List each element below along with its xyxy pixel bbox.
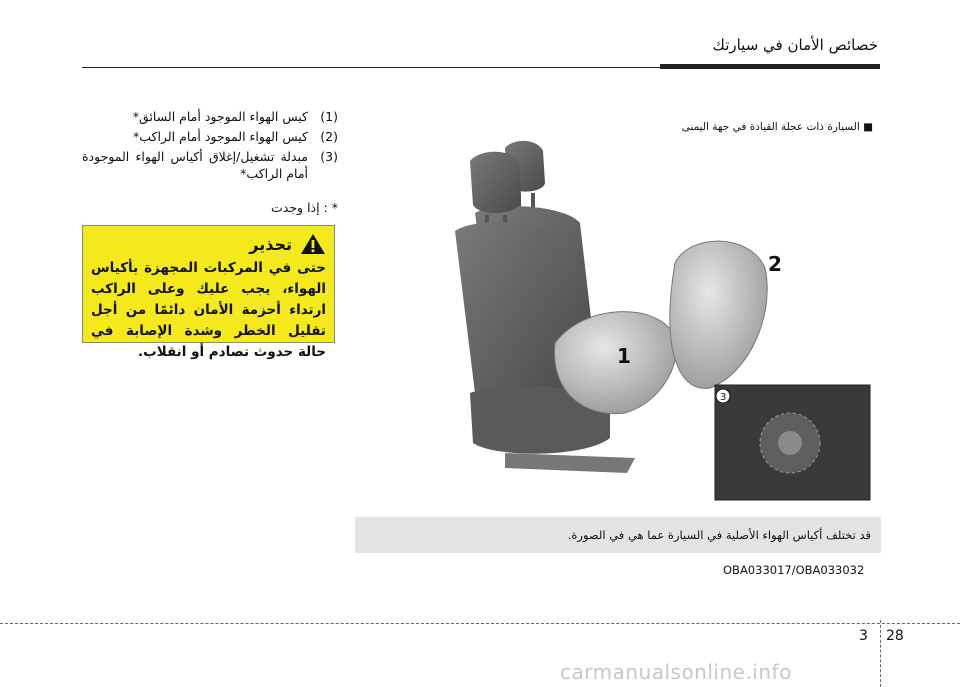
watermark: carmanualsonline.info <box>560 660 792 684</box>
figure-caption-top: ■ السيارة ذات عجلة القيادة في جهة اليمنى <box>681 121 873 133</box>
warning-box <box>82 225 335 360</box>
figure-caption-bottom: قد تختلف أكياس الهواء الأصلية في السيارة عما هي في الصورة. <box>355 516 881 553</box>
airbag-item <box>82 128 338 145</box>
airbag-item-text: كيس الهواء الموجود أمام الراكب* <box>133 129 308 144</box>
airbag-passenger <box>670 241 767 388</box>
warning-title: تحذير <box>249 234 292 254</box>
front-seat <box>455 152 635 473</box>
airbag-list <box>82 108 338 185</box>
footer-divider <box>880 620 881 687</box>
airbag-item-number: (3) <box>320 149 338 164</box>
header-rule-accent <box>660 64 880 69</box>
airbag-item-text: كيس الهواء الموجود أمام السائق* <box>132 109 308 124</box>
warning-triangle-icon <box>300 233 326 255</box>
airbag-figure <box>355 113 881 553</box>
airbag-driver <box>555 312 677 414</box>
airbag-item <box>82 148 338 182</box>
warning-header <box>91 232 326 256</box>
airbag-item <box>82 108 338 125</box>
figure-code: OBA033017/OBA033032 <box>723 563 865 577</box>
airbag-illustration <box>355 113 881 516</box>
airbag-item-number: (1) <box>320 109 338 124</box>
airbag-label-3: 3 <box>720 392 727 403</box>
airbag-item-number: (2) <box>320 129 338 144</box>
page-number: 28 <box>886 628 904 644</box>
airbag-switch-inset <box>715 385 870 500</box>
page-chapter: 3 <box>859 628 868 644</box>
airbag-label-2: 2 <box>768 252 782 276</box>
airbag-label-1: 1 <box>617 344 631 368</box>
footnote: * : إذا وجدت <box>271 200 338 215</box>
footer-rule <box>0 623 960 624</box>
airbag-item-text: مبدلة تشغيل/إغلاق أكياس الهواء الموجودة أمام الراكب* <box>82 149 308 181</box>
warning-body: حتى في المركبات المجهزة بأكياس الهواء، يجب عليك وعلى الراكب ارتداء أحزمة الأمان دائمًا من أجل تقليل الخطر وشدة الإصابة في حالة حدوث تصادم أو انقلاب. <box>91 260 326 360</box>
page-header-title: خصائص الأمان في سيارتك <box>712 36 878 54</box>
